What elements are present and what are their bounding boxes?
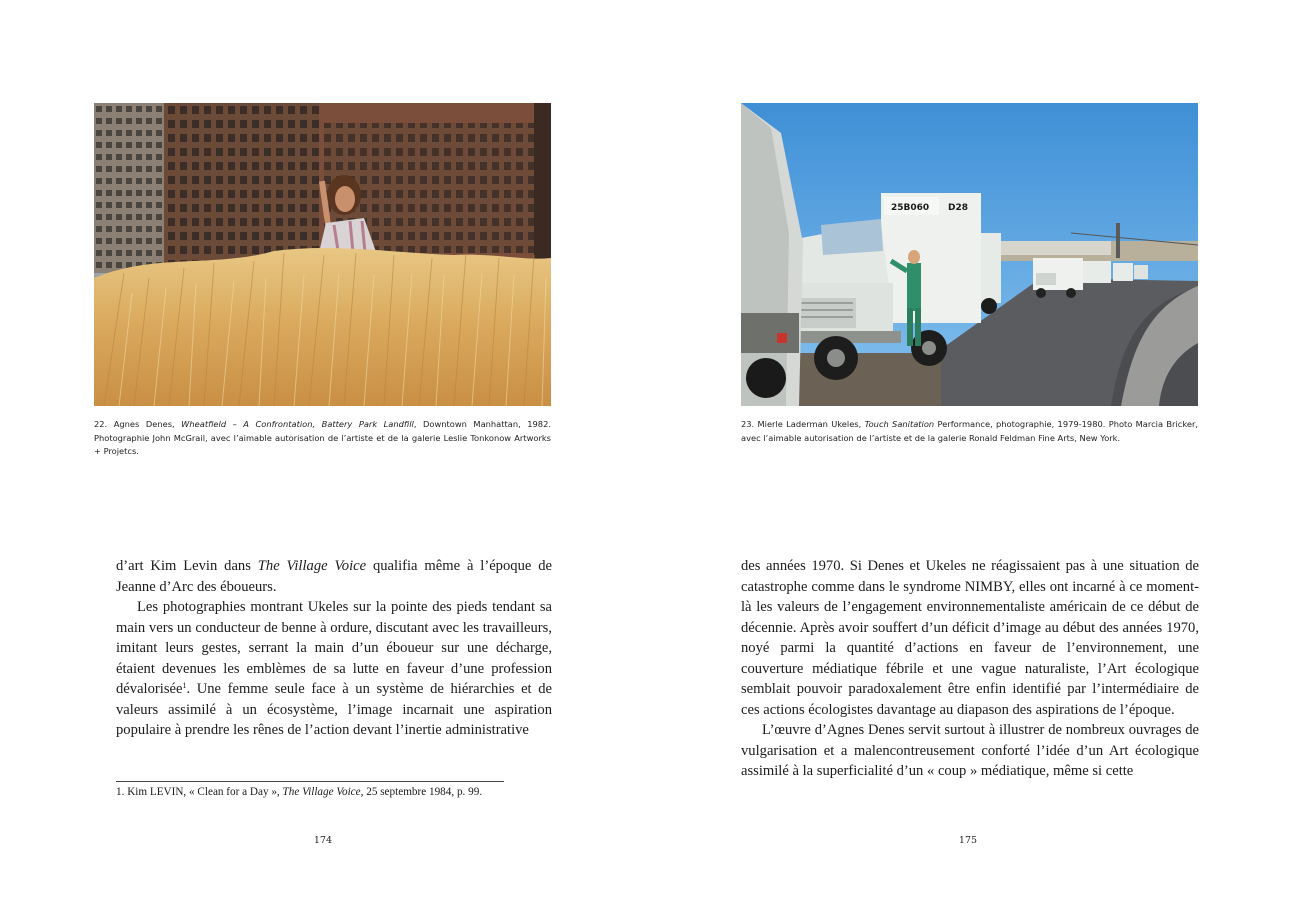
publication-title: The Village Voice <box>282 786 361 798</box>
right-paragraph-2: L’œuvre d’Agnes Denes servit surtout à illustrer de nombreux ouvrages de vulgarisation et a malencontreusement conforté l’idée d’un Art écologique assimilé à la superficialité d’un « coup » médiatique, même si cette <box>741 722 1199 779</box>
footnote <box>116 785 556 800</box>
caption-prefix: 23. Mierle Laderman Ukeles, <box>741 419 865 429</box>
right-paragraph-1: des années 1970. Si Denes et Ukeles ne réagissaient pas à une situation de catastrophe comme dans le syndrome NIMBY, elles ont incarné à ce moment-là les valeurs de l’engagement environnementaliste américain de ce début de décennie. Après avoir souffert d’un déficit d’image au début des années 1970, noyé parmi la quantité d’actions en faveur de l’environnement, une couverture médiatique fébrile et une vague naturaliste, l’Art écologique semblait pouvoir paradoxalement être enfin identifié par l’intermédiaire de ces actions écologistes davantage au diapason des aspirations de l’époque. <box>741 558 1199 718</box>
footnote-ref[interactable]: 1 <box>182 681 187 690</box>
right-body-text <box>741 556 1199 782</box>
caption-prefix: 22. Agnes Denes, <box>94 419 182 429</box>
caption-title: Touch Sanitation <box>864 419 935 429</box>
text-run: d’art Kim Levin dans <box>116 558 258 574</box>
truck-plate-text: 25B060 <box>891 203 930 213</box>
wheatfield-photo <box>94 103 551 406</box>
caption-rest: , Downtown Manhattan, 1982. Photographie John McGrail, avec l’aimable autorisation de l’artiste et de la galerie Leslie Tonkonow Artworks + Projetcs. <box>94 419 552 457</box>
text-run: qualifia même à l’époque de Jeanne d’Arc des éboueurs. <box>116 558 552 595</box>
text-run: . Une femme seule face à un système de hiérarchies et de valeurs assimilé à un écosystème, l’image incarnait une aspiration populaire à prendre les rênes de l’action devant l’inertie administrative <box>116 681 552 738</box>
page-number: 175 <box>958 835 978 846</box>
truck-number-text: D28 <box>948 203 968 213</box>
sanitation-trucks-photo <box>741 103 1198 406</box>
left-body-text <box>116 556 552 741</box>
text-run: , 25 septembre 1984, p. 99. <box>360 786 483 798</box>
page-number: 174 <box>313 835 333 846</box>
caption-title: Wheatfield – A Confrontation, Battery Park Landfill <box>181 419 414 429</box>
publication-title: The Village Voice <box>257 558 367 574</box>
left-paragraph-1 <box>116 556 552 597</box>
right-page <box>646 0 1292 904</box>
text-run: Les photographies montrant Ukeles sur la pointe des pieds tendant sa main vers un conducteur de benne à ordure, discutant avec les travailleurs, imitant leurs gestes, serrant la main d’un éboueur sur une décharge, étaient devenues les emblèmes de sa lutte en faveur d’une profession dévalorisée <box>116 599 552 697</box>
figure-23-caption <box>741 418 1198 445</box>
left-paragraph-2 <box>116 597 552 741</box>
figure-22-caption <box>94 418 551 459</box>
footnote-divider <box>116 781 504 782</box>
caption-rest: Performance, photographie, 1979-1980. Photo Marcia Bricker, avec l’aimable autorisation de l’artiste et de la galerie Ronald Feldman Fine Arts, New York. <box>741 419 1198 443</box>
text-run: 1. Kim LEVIN, « Clean for a Day », <box>116 786 283 798</box>
